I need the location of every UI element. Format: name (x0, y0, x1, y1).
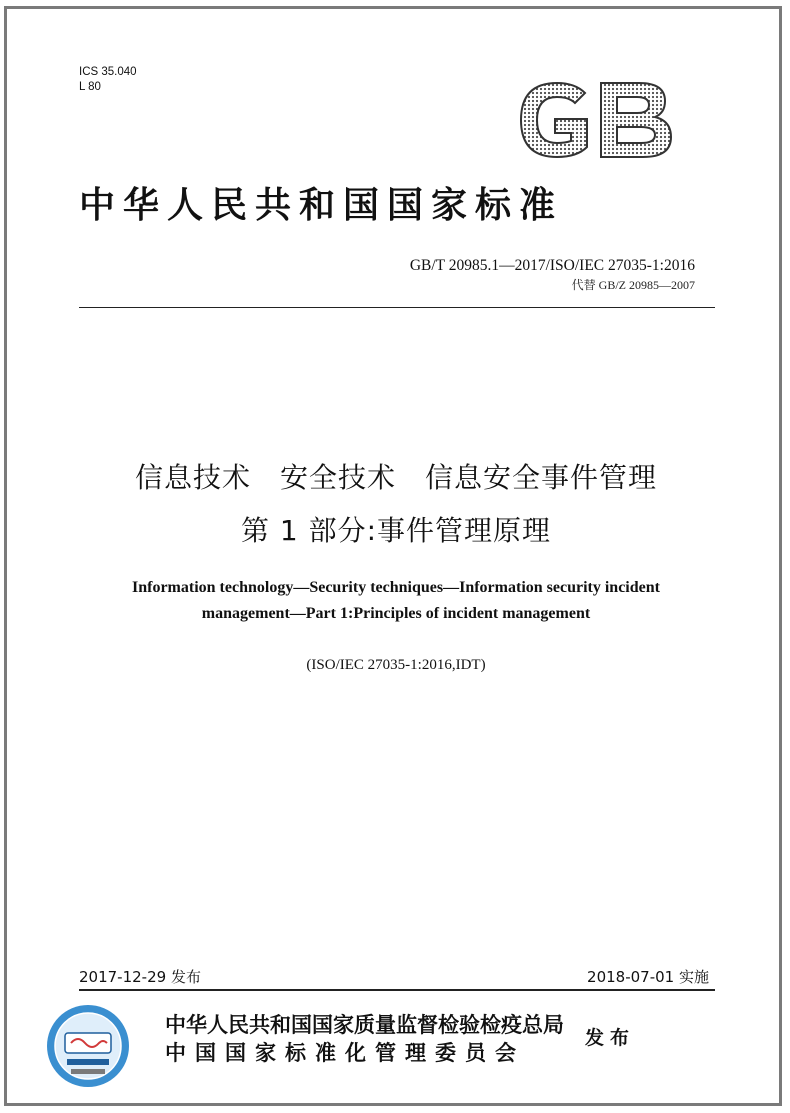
ics-code: ICS 35.040 (79, 66, 137, 78)
footer-divider (79, 989, 715, 991)
ccs-code: L 80 (79, 81, 101, 93)
chinese-title-line-2: 第 1 部分:事件管理原理 (240, 514, 552, 547)
implementation-date: 2018-07-01 实施 (587, 968, 709, 986)
anti-counterfeit-seal-icon (45, 1003, 131, 1089)
issue-label: 发布 (585, 1027, 636, 1049)
replaces-standard: 代替 GB/Z 20985—2007 (571, 278, 695, 292)
header-divider (79, 307, 715, 308)
identical-standard: (ISO/IEC 27035-1:2016,IDT) (306, 657, 486, 673)
chinese-title-line-1: 信息技术 安全技术 信息安全事件管理 (134, 461, 657, 494)
issuer-line-1: 中华人民共和国国家质量监督检验检疫总局 (165, 1013, 564, 1037)
english-title-line-1: Information technology—Security techniques—Information security incident (132, 579, 660, 596)
gb-logo (515, 79, 677, 161)
publication-date: 2017-12-29 发布 (79, 968, 201, 986)
standard-type-title: 中华人民共和国国家标准 (79, 184, 564, 226)
english-title-line-2: management—Part 1:Principles of incident management (201, 605, 591, 622)
english-title (7, 575, 785, 627)
standard-cover-page (4, 6, 782, 1106)
standard-number: GB/T 20985.1—2017/ISO/IEC 27035-1:2016 (409, 257, 695, 274)
classification-codes (79, 65, 137, 95)
issuer-line-2: 中国国家标准化管理委员会 (165, 1041, 525, 1065)
